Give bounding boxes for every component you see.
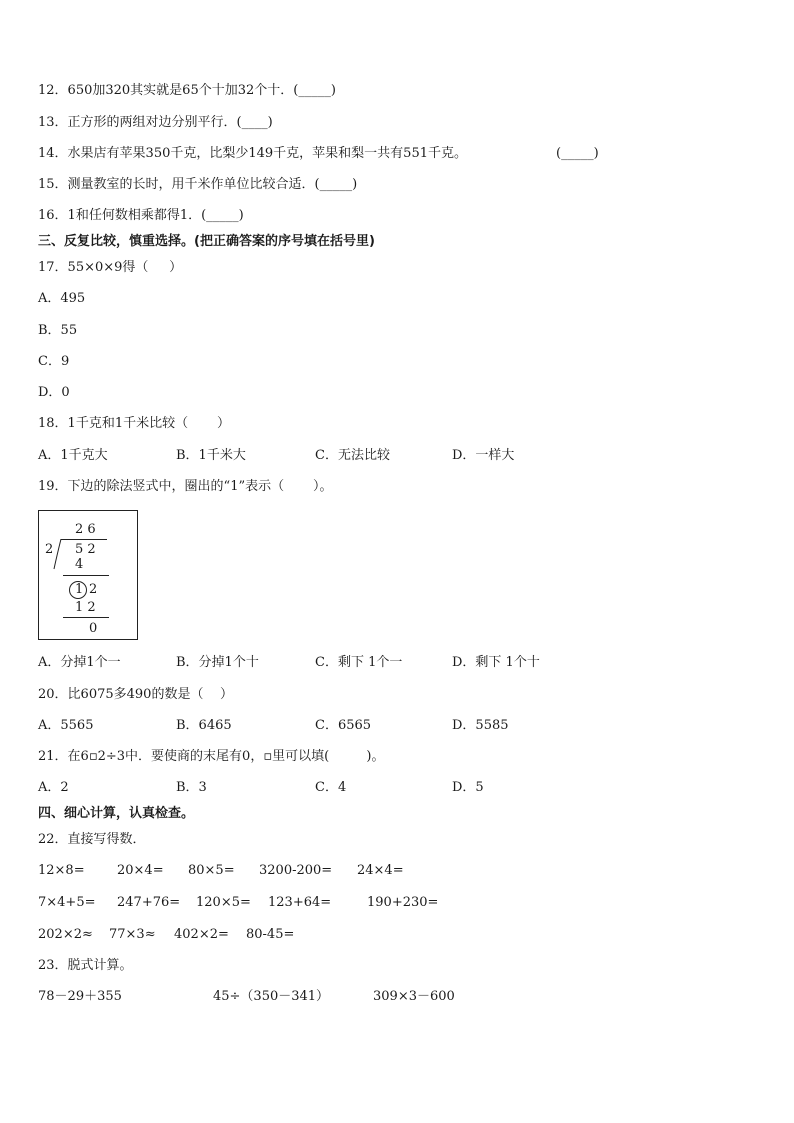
division-bracket-top	[61, 539, 107, 540]
question-19: 19．下边的除法竖式中，圈出的“1”表示（ ）。	[38, 479, 333, 494]
question-21-option-a: A．2	[38, 780, 69, 795]
calc-row-3-item-3: 402×2=	[174, 927, 229, 942]
calc-row-1-item-2: 20×4=	[117, 863, 164, 878]
calc-row-3-item-4: 80-45=	[246, 927, 295, 942]
question-18-option-b: B．1千米大	[176, 448, 246, 463]
question-19-option-c: C．剩下 1个一	[315, 655, 403, 670]
section-4-heading: 四、细心计算，认真检查。	[38, 806, 195, 821]
question-17-option-c: C．9	[38, 354, 70, 369]
question-19-option-a: A．分掉1个一	[38, 655, 121, 670]
question-20-option-c: C．6565	[315, 718, 372, 733]
division-bracket-curve	[53, 539, 67, 571]
division-line-2	[63, 617, 109, 618]
calc-row-1-item-5: 24×4=	[357, 863, 404, 878]
section-3-heading: 三、反复比较，慎重选择。(把正确答案的序号填在括号里)	[38, 234, 375, 249]
division-step-2-rest: 2	[89, 582, 98, 597]
division-quotient: 2 6	[75, 522, 96, 537]
question-21: 21．在6▫2÷3中．要使商的末尾有0，▫里可以填( )。	[38, 749, 385, 764]
question-15: 15．测量教室的长时，用千米作单位比较合适．(_____)	[38, 177, 358, 192]
question-21-option-c: C．4	[315, 780, 347, 795]
calc-row-3-item-1: 202×2≈	[38, 927, 93, 942]
question-20-option-d: D．5585	[452, 718, 509, 733]
long-division-figure	[38, 510, 138, 640]
question-17-option-d: D．0	[38, 385, 70, 400]
calc-row-2-item-2: 247+76=	[117, 895, 181, 910]
question-13: 13．正方形的两组对边分别平行．(____)	[38, 115, 273, 130]
division-line-1	[63, 575, 109, 576]
question-18-option-c: C．无法比较	[315, 448, 390, 463]
division-divisor: 2	[45, 542, 54, 557]
division-dividend: 5 2	[75, 542, 96, 557]
calc-row-4-item-3: 309×3－600	[373, 989, 455, 1004]
question-14: 14．水果店有苹果350千克，比梨少149千克，苹果和梨一共有551千克。	[38, 146, 467, 161]
question-20-option-a: A．5565	[38, 718, 94, 733]
question-20-option-b: B．6465	[176, 718, 232, 733]
calc-row-1-item-3: 80×5=	[188, 863, 235, 878]
calc-row-1-item-4: 3200-200=	[259, 863, 333, 878]
question-21-option-d: D．5	[452, 780, 484, 795]
question-17-option-b: B．55	[38, 323, 78, 338]
question-17-option-a: A．495	[38, 291, 86, 306]
question-12: 12．650加320其实就是65个十加32个十．(_____)	[38, 83, 336, 98]
calc-row-2-item-4: 123+64=	[268, 895, 332, 910]
question-19-option-d: D．剩下 1个十	[452, 655, 540, 670]
question-21-option-b: B．3	[176, 780, 207, 795]
division-step-3: 1 2	[75, 600, 96, 615]
division-step-1: 4	[75, 557, 84, 572]
calc-row-2-item-1: 7×4+5=	[38, 895, 96, 910]
question-18-option-d: D．一样大	[452, 448, 515, 463]
question-14-blank: (_____)	[556, 146, 599, 161]
division-circled-digit: 1	[75, 582, 84, 597]
question-19-option-b: B．分掉1个十	[176, 655, 259, 670]
question-16: 16．1和任何数相乘都得1．(_____)	[38, 208, 244, 223]
question-22: 22．直接写得数．	[38, 832, 146, 847]
question-23: 23．脱式计算。	[38, 958, 133, 973]
question-18-option-a: A．1千克大	[38, 448, 108, 463]
question-18: 18．1千克和1千米比较（ ）	[38, 416, 231, 431]
calc-row-3-item-2: 77×3≈	[109, 927, 156, 942]
calc-row-4-item-1: 78－29＋355	[38, 989, 122, 1004]
calc-row-4-item-2: 45÷（350－341）	[213, 989, 330, 1004]
question-17: 17．55×0×9得（ ）	[38, 260, 183, 275]
question-20: 20．比6075多490的数是（ ）	[38, 687, 233, 702]
calc-row-1-item-1: 12×8=	[38, 863, 85, 878]
calc-row-2-item-5: 190+230=	[367, 895, 439, 910]
calc-row-2-item-3: 120×5=	[196, 895, 251, 910]
division-remainder: 0	[89, 621, 98, 636]
